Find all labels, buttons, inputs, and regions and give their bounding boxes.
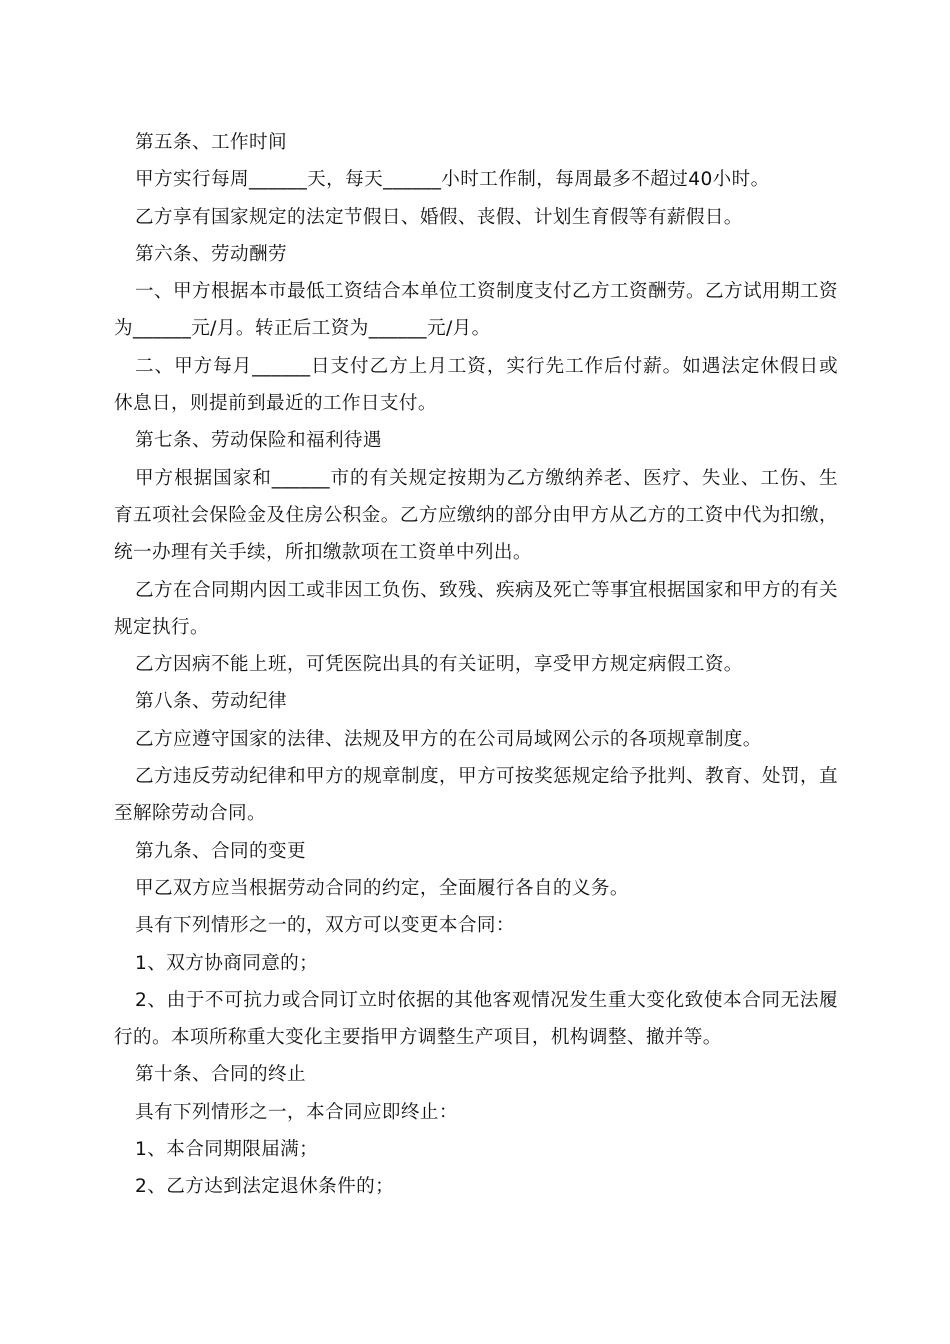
obligations-paragraph: 甲乙双方应当根据劳动合同的约定，全面履行各自的义务。 bbox=[135, 877, 629, 899]
termination-item-2: 2、乙方达到法定退休条件的； bbox=[135, 1176, 395, 1198]
working-hours-paragraph: 甲方实行每周______天，每天______小时工作制，每周最多不超过40小时。 bbox=[135, 169, 770, 191]
change-item-2: 2、由于不可抗力或合同订立时依据的其他客观情况发生重大变化致使本合同无法履行的。本项所称重大变化主要指甲方调整生产项目，机构调整、撤并等。 bbox=[114, 989, 838, 1049]
document-page bbox=[114, 124, 838, 1206]
termination-conditions-paragraph: 具有下列情形之一，本合同应即终止： bbox=[135, 1101, 458, 1123]
article-5-heading: 第五条、工作时间 bbox=[135, 132, 287, 153]
salary-paragraph: 一、甲方根据本市最低工资结合本单位工资制度支付乙方工资酬劳。乙方试用期工资为______元/月。转正后工资为______元/月。 bbox=[114, 281, 838, 340]
termination-item-1: 1、本合同期限届满； bbox=[135, 1139, 319, 1161]
article-7-heading: 第七条、劳动保险和福利待遇 bbox=[135, 430, 382, 452]
article-6-heading: 第六条、劳动酬劳 bbox=[135, 243, 287, 265]
article-8-heading: 第八条、劳动纪律 bbox=[135, 691, 287, 713]
payday-paragraph: 二、甲方每月______日支付乙方上月工资，实行先工作后付薪。如遇法定休假日或休息日，则提前到最近的工作日支付。 bbox=[114, 355, 838, 415]
change-conditions-paragraph: 具有下列情形之一的，双方可以变更本合同： bbox=[135, 915, 515, 937]
change-item-1: 1、双方协商同意的； bbox=[135, 952, 319, 974]
article-9-heading: 第九条、合同的变更 bbox=[135, 840, 306, 862]
sick-leave-paragraph: 乙方因病不能上班，可凭医院出具的有关证明，享受甲方规定病假工资。 bbox=[135, 654, 743, 676]
rules-compliance-paragraph: 乙方应遵守国家的法律、法规及甲方的在公司局域网公示的各项规章制度。 bbox=[135, 728, 762, 750]
social-insurance-paragraph: 甲方根据国家和______市的有关规定按期为乙方缴纳养老、医疗、失业、工伤、生育五项社会保险金及住房公积金。乙方应缴纳的部分由甲方从乙方的工资中代为扣缴，统一办理有关手续，所扣缴款项在工资单中列出。 bbox=[114, 467, 838, 564]
discipline-violation-paragraph: 乙方违反劳动纪律和甲方的规章制度，甲方可按奖惩规定给予批判、教育、处罚，直至解除劳动合同。 bbox=[114, 766, 838, 825]
injury-paragraph: 乙方在合同期内因工或非因工负伤、致残、疾病及死亡等事宜根据国家和甲方的有关规定执行。 bbox=[114, 579, 838, 638]
paid-leave-paragraph: 乙方享有国家规定的法定节假日、婚假、丧假、计划生育假等有薪假日。 bbox=[135, 206, 743, 228]
article-10-heading: 第十条、合同的终止 bbox=[135, 1064, 306, 1086]
